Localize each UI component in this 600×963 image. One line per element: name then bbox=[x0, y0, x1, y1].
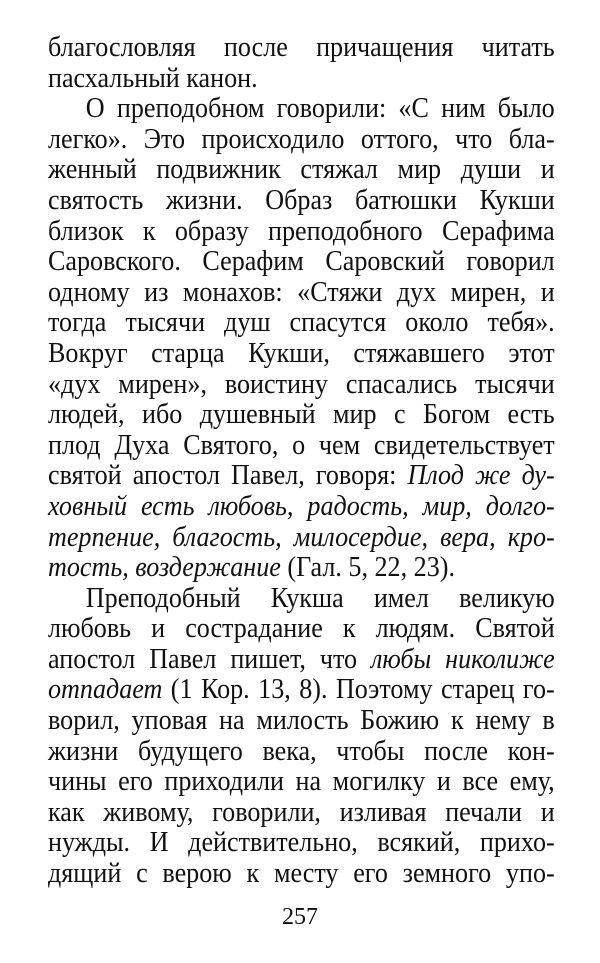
line-text: пасхальный канон. bbox=[48, 61, 258, 94]
line-text: апостол Павел пишет, что bbox=[48, 642, 371, 675]
italic-quote-text: ховный есть любовь, радость, мир, долго- bbox=[48, 489, 555, 522]
text-line bbox=[48, 491, 555, 522]
line-text: О преподобном говорили: «С ним было bbox=[85, 92, 555, 125]
italic-quote-text: тость, воздержание bbox=[48, 551, 281, 584]
text-line bbox=[48, 460, 555, 491]
line-text: легко». Это происходило оттого, что бла- bbox=[48, 122, 555, 155]
line-text: «дух мирен», воистину спасались тысячи bbox=[48, 367, 555, 400]
text-line bbox=[48, 185, 555, 216]
text-line bbox=[48, 797, 555, 828]
line-text: Вокруг старца Кукши, стяжавшего этот bbox=[48, 336, 555, 369]
text-line bbox=[48, 246, 555, 277]
text-line bbox=[48, 674, 555, 705]
text-line bbox=[48, 338, 555, 369]
line-text: людей, ибо душевный мир с Богом есть bbox=[48, 398, 555, 431]
line-text: нужды. И действительно, всякий, прихо- bbox=[48, 826, 555, 859]
text-line bbox=[48, 124, 555, 155]
text-line bbox=[48, 307, 555, 338]
text-line bbox=[48, 858, 555, 889]
text-line bbox=[48, 705, 555, 736]
line-text: близок к образу преподобного Серафима bbox=[48, 214, 555, 247]
page-body-text bbox=[48, 32, 555, 889]
text-line bbox=[48, 522, 555, 553]
line-text: чины его приходили на могилку и все ему, bbox=[48, 765, 555, 798]
line-text: ворил, уповая на милость Божию к нему в bbox=[48, 704, 555, 737]
text-line bbox=[48, 583, 555, 614]
text-line bbox=[48, 32, 555, 63]
line-text: благословляя после причащения читать bbox=[48, 31, 555, 63]
text-line bbox=[48, 154, 555, 185]
line-text: как живому, говорили, изливая печали и bbox=[48, 795, 555, 828]
text-line bbox=[48, 399, 555, 430]
text-line bbox=[48, 430, 555, 461]
text-line bbox=[48, 93, 555, 124]
text-line bbox=[48, 644, 555, 675]
line-text: святость жизни. Образ батюшки Кукши bbox=[48, 183, 555, 216]
line-text: жизни будущего века, чтобы после кон- bbox=[48, 734, 555, 767]
line-text: Преподобный Кукша имел великую bbox=[85, 581, 555, 614]
line-text: дящий с верою к месту его земного упо- bbox=[48, 857, 555, 890]
text-line bbox=[48, 613, 555, 644]
text-line bbox=[48, 277, 555, 308]
text-line bbox=[48, 827, 555, 858]
text-line bbox=[48, 552, 555, 583]
line-text: женный подвижник стяжал мир души и bbox=[48, 153, 555, 186]
italic-quote-text: Плод же ду- bbox=[407, 459, 555, 492]
line-text: тогда тысячи душ спасутся около тебя». bbox=[48, 306, 555, 339]
text-line bbox=[48, 63, 555, 94]
line-text: (1 Кор. 13, 8). Поэтому старец го- bbox=[162, 673, 555, 706]
text-line bbox=[48, 369, 555, 400]
line-text: (Гал. 5, 22, 23). bbox=[280, 551, 455, 584]
line-text: одному из монахов: «Стяжи дух мирен, и bbox=[48, 275, 555, 308]
line-text: плод Духа Святого, о чем свидетельствует bbox=[48, 428, 555, 461]
page-number: 257 bbox=[282, 904, 318, 930]
text-line bbox=[48, 766, 555, 797]
line-text: святой апостол Павел, говоря: bbox=[48, 459, 408, 492]
italic-quote-text: терпение, благость, милосердие, вера, кро- bbox=[48, 520, 555, 553]
text-line bbox=[48, 216, 555, 247]
italic-quote-text: отпадает bbox=[48, 673, 163, 706]
line-text: Саровского. Серафим Саровский говорил bbox=[48, 245, 555, 278]
line-text: любовь и сострадание к людям. Святой bbox=[48, 612, 555, 645]
italic-quote-text: любы николиже bbox=[370, 642, 555, 675]
text-line bbox=[48, 736, 555, 767]
